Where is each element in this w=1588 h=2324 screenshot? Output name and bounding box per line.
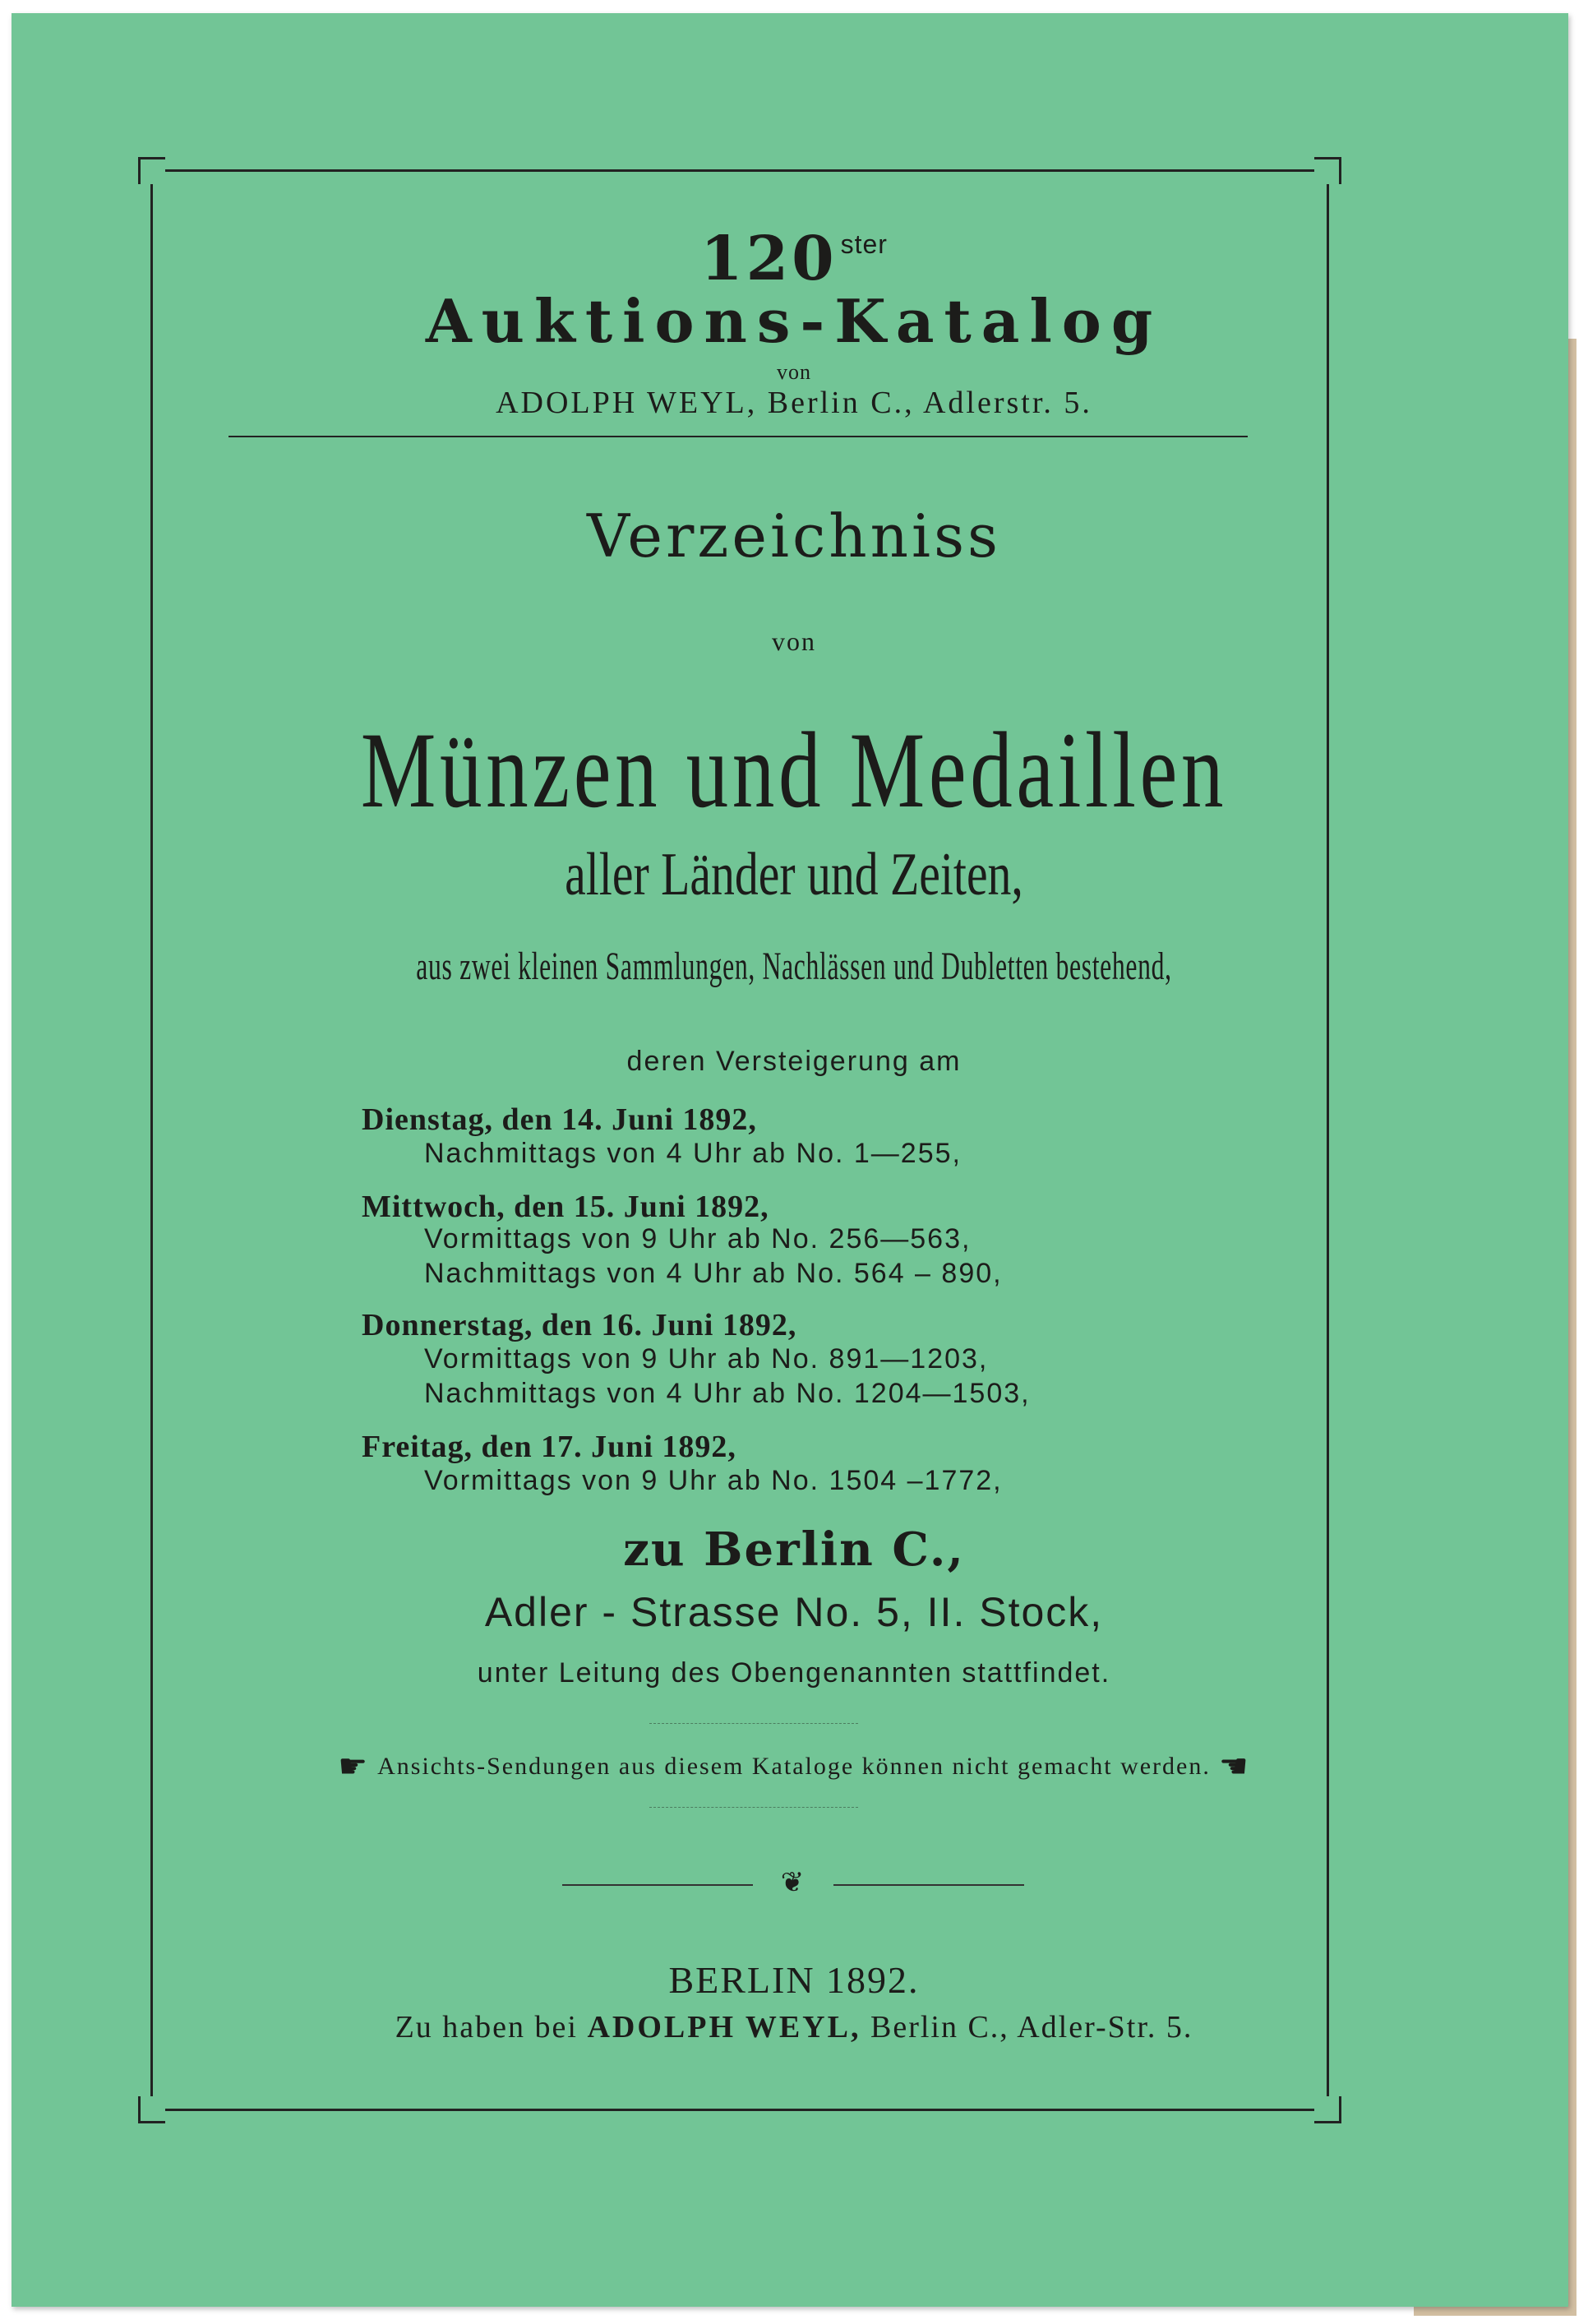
catalog-number-suffix: ster: [840, 229, 888, 259]
auction-intro: deren Versteigerung am: [626, 1046, 962, 1077]
schedule-session: Nachmittags von 4 Uhr ab No. 564 – 890,: [424, 1258, 1003, 1289]
heading-von: von: [772, 626, 816, 656]
schedule-day: Donnerstag, den 16. Juni 1892,: [362, 1308, 797, 1342]
wavy-rule: [649, 1723, 858, 1724]
location-leitung: unter Leitung des Obengenannten stattfindet.: [477, 1657, 1111, 1689]
schedule-session: Vormittags von 9 Uhr ab No. 256—563,: [424, 1223, 972, 1254]
catalog-von: von: [777, 360, 811, 384]
vine-ornament-icon: ❦: [780, 1866, 808, 1899]
main-title: Münzen und Medaillen: [360, 709, 1228, 830]
publisher-line: ADOLPH WEYL, Berlin C., Adlerstr. 5.: [496, 386, 1092, 420]
collections-line: aus zwei kleinen Sammlungen, Nachlässen und Dubletten bestehend,: [416, 945, 1172, 988]
catalog-number-value: 120: [700, 224, 838, 294]
verzeichniss-heading: Verzeichniss: [587, 501, 1001, 571]
frame-corner: [138, 157, 165, 184]
schedule-day: Freitag, den 17. Juni 1892,: [362, 1430, 736, 1464]
location-address: Adler - Strasse No. 5, II. Stock,: [484, 1589, 1104, 1635]
schedule-session: Vormittags von 9 Uhr ab No. 1504 –1772,: [424, 1465, 1003, 1496]
notice-line: [0, 1748, 1588, 1786]
availability-prefix: Zu haben bei: [395, 2010, 578, 2044]
footer-city-year: BERLIN 1892.: [668, 1959, 920, 2001]
availability-publisher: ADOLPH WEYL,: [587, 2010, 861, 2044]
schedule-session: Nachmittags von 4 Uhr ab No. 1—255,: [424, 1138, 962, 1169]
notice-text: Ansichts-Sendungen aus diesem Kataloge können nicht gemacht werden.: [377, 1753, 1211, 1780]
wavy-rule: [649, 1807, 858, 1808]
catalog-number: [0, 224, 1588, 294]
subtitle: aller Länder und Zeiten,: [565, 841, 1023, 908]
pointing-hand-right-icon: ☛: [338, 1748, 370, 1786]
frame-corner: [1314, 2096, 1341, 2123]
pointing-hand-left-icon: ☚: [1218, 1748, 1250, 1786]
footer-availability: [0, 2009, 1588, 2045]
availability-suffix: Berlin C., Adler-Str. 5.: [870, 2010, 1193, 2044]
schedule-day: Dienstag, den 14. Juni 1892,: [362, 1102, 757, 1137]
schedule-session: Nachmittags von 4 Uhr ab No. 1204—1503,: [424, 1378, 1031, 1409]
frame-corner: [138, 2096, 165, 2123]
header-rule: [229, 436, 1248, 437]
location-city: zu Berlin C.,: [623, 1522, 965, 1577]
schedule-day: Mittwoch, den 15. Juni 1892,: [362, 1190, 769, 1224]
schedule-session: Vormittags von 9 Uhr ab No. 891—1203,: [424, 1343, 989, 1375]
catalog-title: Auktions-Katalog: [425, 286, 1163, 356]
ornament-rule-right: [833, 1884, 1024, 1886]
frame-corner: [1314, 157, 1341, 184]
